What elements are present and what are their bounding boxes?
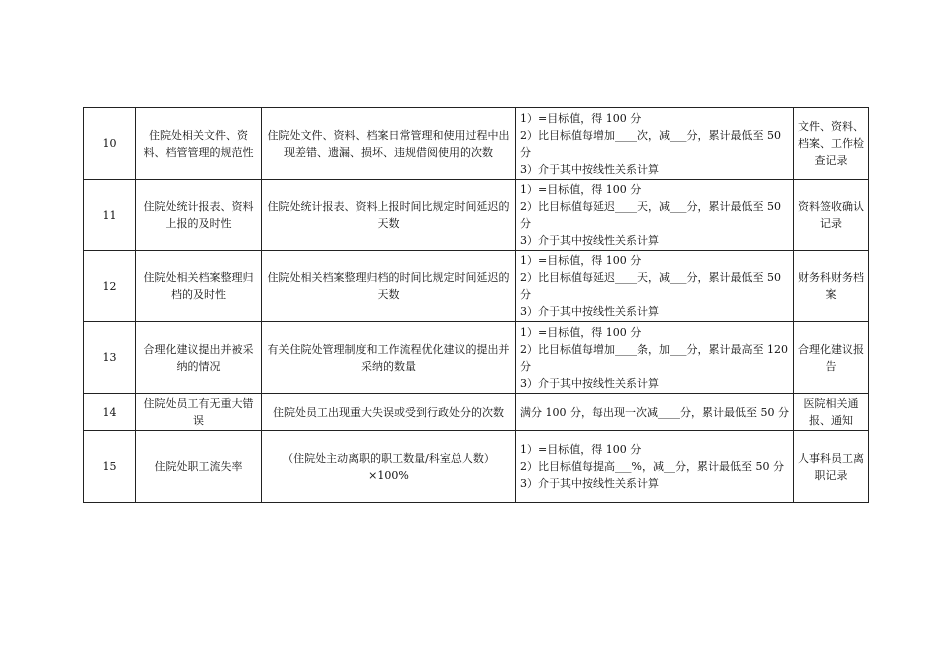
rule-line: 满分 100 分，每出现一次减____分，累计最低至 50 分 — [520, 405, 789, 419]
indicator-name: 住院处职工流失率 — [136, 431, 262, 503]
rule-line: 2）比目标值每增加____次，减___分，累计最低至 50 分 — [520, 128, 781, 159]
indicator-definition: 住院处相关档案整理归档的时间比规定时间延迟的天数 — [262, 251, 516, 322]
indicator-name: 住院处相关档案整理归档的及时性 — [136, 251, 262, 322]
rule-line: 2）比目标值每延迟____天，减___分，累计最低至 50 分 — [520, 200, 781, 230]
rule-line: 3）介于其中按线性关系计算 — [520, 305, 659, 318]
rule-line: 1）=目标值，得 100 分 — [520, 254, 642, 267]
data-source: 文件、资料、档案、工作检查记录 — [794, 108, 869, 180]
indicator-definition: 住院处文件、资料、档案日常管理和使用过程中出现差错、遗漏、损坏、违规借阅使用的次数 — [262, 108, 516, 180]
indicator-definition: 有关住院处管理制度和工作流程优化建议的提出并采纳的数量 — [262, 322, 516, 394]
scoring-rules — [516, 108, 794, 180]
table-row — [84, 251, 869, 322]
rule-line: 2）比目标值每延迟____天，减___分，累计最低至 50 分 — [520, 271, 781, 301]
scoring-rules — [516, 431, 794, 503]
indicator-definition: 住院处统计报表、资料上报时间比规定时间延迟的天数 — [262, 180, 516, 251]
rule-line: 1）=目标值，得 100 分 — [520, 325, 642, 339]
indicator-name: 住院处相关文件、资料、档管管理的规范性 — [136, 108, 262, 180]
data-source: 合理化建议报告 — [794, 322, 869, 394]
table-row — [84, 180, 869, 251]
scoring-rules — [516, 251, 794, 322]
rule-line: 2）比目标值每提高___%，减__分，累计最低至 50 分 — [520, 460, 784, 473]
kpi-table — [83, 107, 869, 503]
indicator-name: 合理化建议提出并被采纳的情况 — [136, 322, 262, 394]
data-source: 医院相关通报、通知 — [794, 394, 869, 431]
data-source: 人事科员工离职记录 — [794, 431, 869, 503]
rule-line: 3）介于其中按线性关系计算 — [520, 162, 659, 176]
indicator-name: 住院处员工有无重大错误 — [136, 394, 262, 431]
rule-line: 3）介于其中按线性关系计算 — [520, 376, 659, 390]
scoring-rules — [516, 180, 794, 251]
row-number: 10 — [84, 108, 136, 180]
table-row — [84, 108, 869, 180]
scoring-rules — [516, 322, 794, 394]
data-source: 资料签收确认记录 — [794, 180, 869, 251]
row-number: 14 — [84, 394, 136, 431]
data-source: 财务科财务档案 — [794, 251, 869, 322]
rule-line: 1）=目标值，得 100 分 — [520, 183, 642, 196]
row-number: 11 — [84, 180, 136, 251]
rule-line: 2）比目标值每增加____条，加___分，累计最高至 120 分 — [520, 342, 788, 373]
rule-line: 3）介于其中按线性关系计算 — [520, 477, 659, 490]
table-row — [84, 431, 869, 503]
row-number: 13 — [84, 322, 136, 394]
scoring-rules — [516, 394, 794, 431]
rule-line: 3）介于其中按线性关系计算 — [520, 234, 659, 247]
table-row — [84, 394, 869, 431]
indicator-name: 住院处统计报表、资料上报的及时性 — [136, 180, 262, 251]
table-row — [84, 322, 869, 394]
rule-line: 1）=目标值，得 100 分 — [520, 111, 642, 125]
row-number: 12 — [84, 251, 136, 322]
indicator-definition: 住院处员工出现重大失误或受到行政处分的次数 — [262, 394, 516, 431]
indicator-definition: （住院处主动离职的职工数量/科室总人数）×100% — [262, 431, 516, 503]
rule-line: 1）=目标值，得 100 分 — [520, 443, 642, 456]
row-number: 15 — [84, 431, 136, 503]
